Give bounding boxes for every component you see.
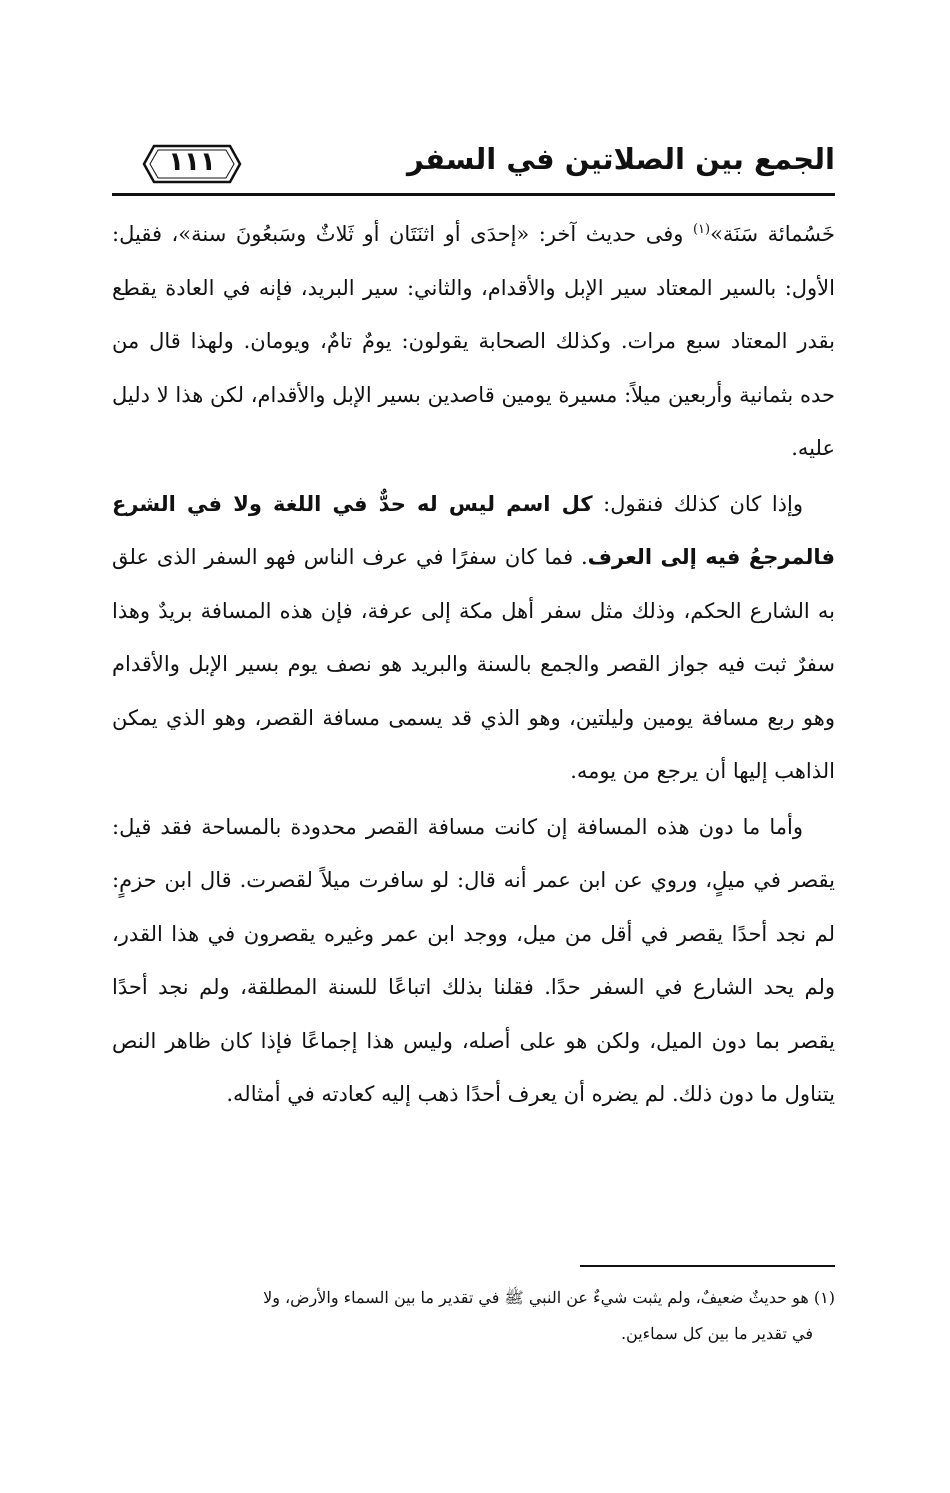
paragraph-2-start: وإذا كان كذلك فنقول: xyxy=(592,491,803,516)
paragraph-2-bold-rule: كل اسم ليس له حدٌّ في اللغة ولا في الشرع فالمرجعُ فيه إلى العرف xyxy=(112,491,835,569)
footnote-divider xyxy=(580,1265,835,1267)
page-number-ornament xyxy=(140,140,244,188)
header-rule xyxy=(112,193,835,196)
paragraph-3: وأما ما دون هذه المسافة إن كانت مسافة القصر محدودة بالمساحة فقد قيل: يقصر في ميلٍ، وروي عن ابن عمر أنه قال: لو سافرت ميلاً لقصرت. قال ابن حزمٍ: لم نجد أحدًا يقصر في أقل من ميل، ووجد ابن عمر وغيره يقصرون في هذا القدر، ولم يحد الشارع في السفر حدًا. فقلنا بذلك اتباعًا للسنة المطلقة، ولم نجد أحدًا يقصر بما دون الميل، ولكن هو على أصله، وليس هذا إجماعًا فإذا كان ظاهر النص يتناول ما دون ذلك. لم يضره أن يعرف أحدًا ذهب إليه كعادته في أمثاله. xyxy=(112,814,835,1106)
paragraph-1-rest: وفى حديث آخر: «إحدَى أو اثنَتَان أو ثَلاثٌ وسَبعُونَ سنة»، فقيل: الأول: بالسير المعتاد سير الإبل والأقدام، والثاني: سير البريد، فإنه في العادة يقطع بقدر المعتاد سبع مرات. وكذلك الصحابة يقولون: يومٌ تامٌ، ويومان. ولهذا قال من حده بثمانية وأربعين ميلاً: مسيرة يومين قاصدين بسير الإبل والأقدام، لكن هذا لا دليل عليه. xyxy=(112,222,835,460)
paragraph-2 xyxy=(112,478,835,799)
paragraph-1 xyxy=(112,208,835,476)
running-title: الجمع بين الصلاتين في السفر xyxy=(406,142,835,176)
footnote xyxy=(112,1280,835,1352)
page-number: ١١١ xyxy=(168,147,216,177)
main-text xyxy=(112,208,835,1122)
paragraph-2-rest: . فما كان سفرًا في عرف الناس فهو السفر الذى علق به الشارع الحكم، وذلك مثل سفر أهل مكة إلى عرفة، فإن هذه المسافة بريدٌ وهذا سفرٌ ثبت فيه جواز القصر والجمع بالسنة والبريد هو نصف يوم بسير الإبل والأقدام وهو ربع مسافة يومين وليلتين، وهو الذي قد يسمى مسافة القصر، وهو الذي يمكن الذاهب إليها أن يرجع من يومه. xyxy=(112,545,835,783)
page-header xyxy=(140,138,835,194)
footnote-line-2: في تقدير ما بين كل سماءين. xyxy=(620,1324,813,1343)
paragraph-1-start: خَسُمائة سَنَة» xyxy=(710,222,835,246)
footnote-line-1: (١) هو حديثٌ ضعيفٌ، ولم يثبت شيءٌ عن النبي ﷺ في تقدير ما بين السماء والأرض، ولا xyxy=(263,1288,835,1307)
footnote-reference: (١) xyxy=(692,222,711,237)
